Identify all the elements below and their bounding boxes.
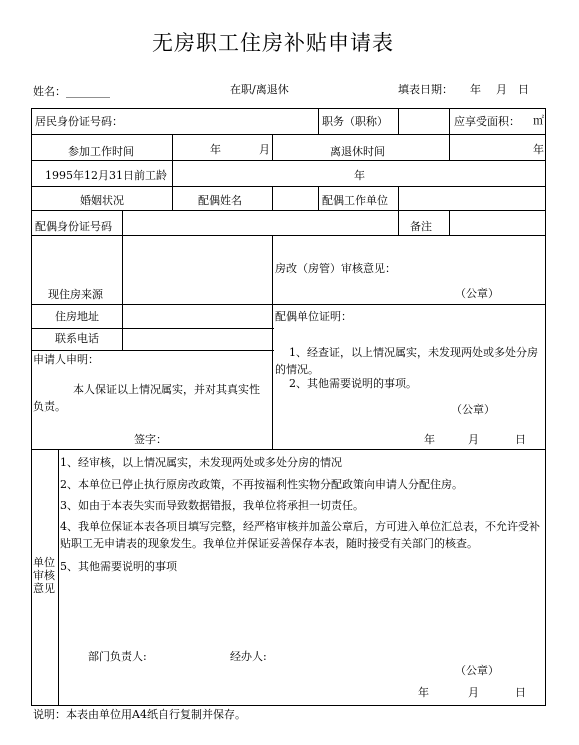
work-start-month: 月 <box>259 143 270 156</box>
housing-source-label: 现住房来源 <box>48 288 103 301</box>
fill-date-day: 日 <box>518 83 529 96</box>
unit-review-seal: （公章） <box>455 664 499 677</box>
employment-status: 在职/离退休 <box>230 83 289 96</box>
signature-label: 签字： <box>134 433 167 446</box>
dept-head-label: 部门负责人: <box>88 650 147 663</box>
fill-date-month: 月 <box>496 83 507 96</box>
spouse-cert-day: 日 <box>515 433 526 446</box>
form-title: 无房职工住房补贴申请表 <box>152 31 394 55</box>
remark-label: 备注 <box>410 220 432 233</box>
unit-review-month: 月 <box>468 686 479 699</box>
fill-date-year: 年 <box>470 83 481 96</box>
applicant-statement-label: 申请人申明： <box>33 353 99 366</box>
entitled-area-label: 应享受面积： <box>454 115 520 128</box>
position-label: 职务（职称） <box>322 115 388 128</box>
fill-date-label: 填表日期： <box>398 83 453 96</box>
spouse-cert-item-1: 1、经查证，以上情况属实，未发现两处或多处分房的情况。 <box>275 346 538 376</box>
unit-review-item-2: 2、本单位已停止执行原房改政策，不再按福利性实物分配政策向申请人分配住房。 <box>60 478 463 491</box>
spouse-cert-seal: （公章） <box>451 403 495 416</box>
housing-address-label: 住房地址 <box>55 310 99 323</box>
retire-time-label: 离退休时间 <box>330 145 385 158</box>
seniority-label: 1995年12月31日前工龄 <box>45 169 167 182</box>
marital-status-label: 婚姻状况 <box>80 194 124 207</box>
seniority-unit: 年 <box>354 169 365 182</box>
unit-review-item-3: 3、如由于本表失实而导致数据错报，我单位将承担一切责任。 <box>60 499 364 512</box>
work-start-label: 参加工作时间 <box>68 145 134 158</box>
id-number-label: 居民身份证号码： <box>35 115 123 128</box>
spouse-cert-month: 月 <box>468 433 479 446</box>
unit-review-day: 日 <box>515 686 526 699</box>
spouse-employer-label: 配偶工作单位 <box>322 194 388 207</box>
applicant-statement: 本人保证以上情况属实，并对其真实性负责。 <box>33 383 260 413</box>
phone-label: 联系电话 <box>55 332 99 345</box>
unit-review-item-4: 4、我单位保证本表各项目填写完整，经严格审核并加盖公章后，方可进入单位汇总表，不允许受补贴职工无申请表的现象发生。我单位并保证妥善保存本表，随时接受有关部门的核查。 <box>60 520 540 550</box>
work-start-year: 年 <box>210 143 221 156</box>
reform-seal: （公章） <box>455 287 499 300</box>
spouse-cert-year: 年 <box>424 433 435 446</box>
unit-review-side-label: 单位审核意见 <box>33 556 55 595</box>
spouse-cert-item-2: 2、其他需要说明的事项。 <box>289 377 417 390</box>
handler-label: 经办人: <box>230 650 267 663</box>
unit-review-item-5: 5、其他需要说明的事项 <box>60 560 177 573</box>
unit-review-item-1: 1、经审核，以上情况属实，未发现两处或多处分房的情况 <box>60 456 342 469</box>
reform-opinion-label: 房改（房管）审核意见： <box>275 262 396 275</box>
form-note: 说明：本表由单位用A4纸自行复制并保存。 <box>33 708 246 721</box>
unit-review-year: 年 <box>418 686 429 699</box>
area-unit: ㎡ <box>533 114 544 127</box>
spouse-id-label: 配偶身份证号码 <box>35 220 112 233</box>
spouse-name-label: 配偶姓名 <box>198 194 242 207</box>
retire-year: 年 <box>533 143 544 156</box>
spouse-cert-label: 配偶单位证明： <box>275 310 352 323</box>
name-label: 姓名：________ <box>33 85 110 98</box>
